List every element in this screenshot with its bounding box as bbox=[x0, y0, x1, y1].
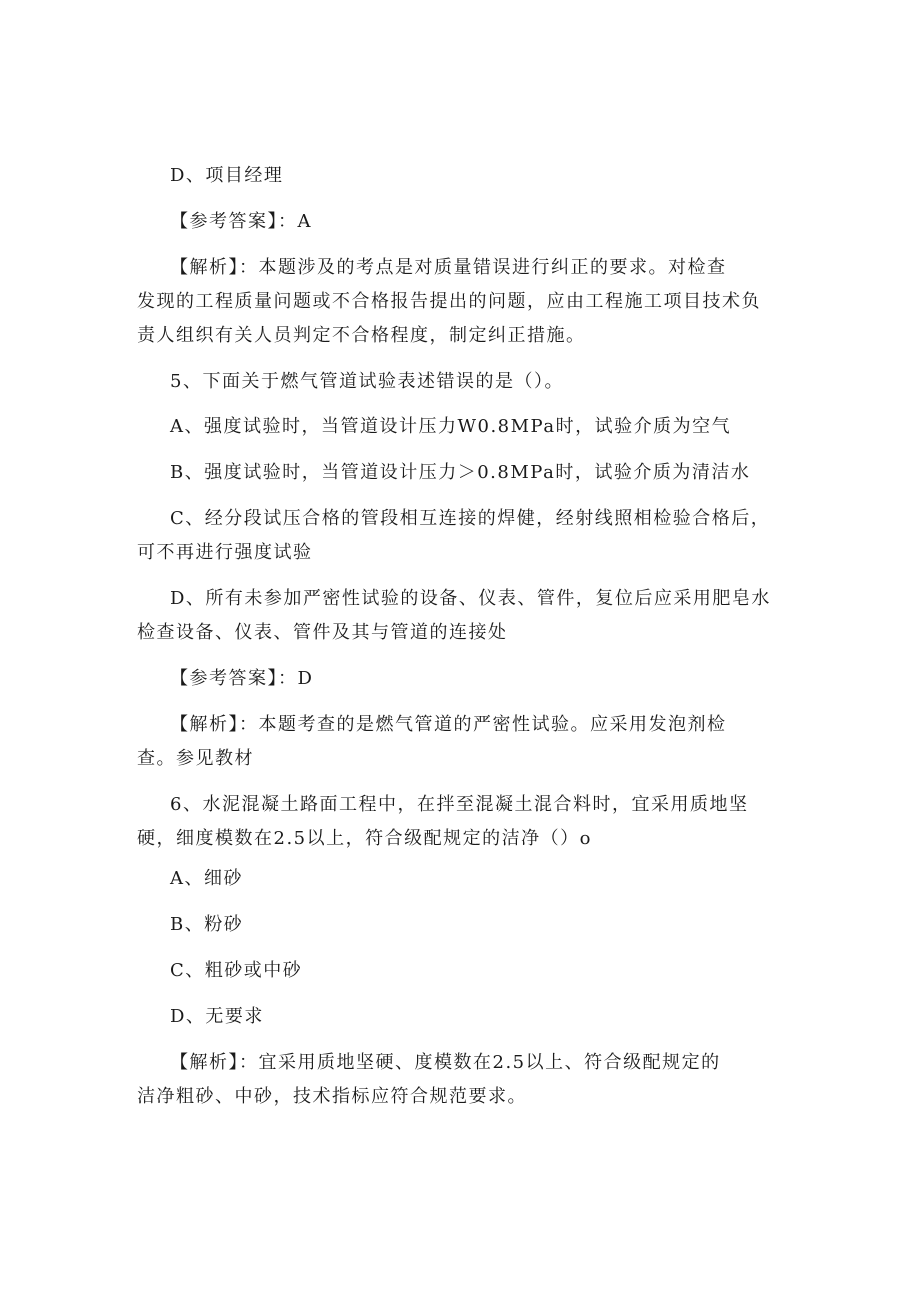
q5-option-a: A、强度试验时，当管道设计压力W0.8MPa时，试验介质为空气 bbox=[170, 416, 732, 437]
answer-label: 【参考答案】 bbox=[170, 211, 278, 232]
q5-answer bbox=[170, 662, 820, 696]
q5-option-d-line2: 检查设备、仪表、管件及其与管道的连接处 bbox=[137, 622, 508, 643]
q5-analysis-line2: 查。参见教材 bbox=[137, 748, 254, 769]
q6-option-a: A、细砂 bbox=[170, 868, 243, 889]
analysis-label: 【解析】 bbox=[170, 1052, 239, 1073]
q6-analysis-line2: 洁净粗砂、中砂，技术指标应符合规范要求。 bbox=[137, 1086, 527, 1107]
answer-value: ：D bbox=[278, 668, 314, 689]
q4-option-d: D、项目经理 bbox=[170, 165, 284, 186]
q6-option-b: B、粉砂 bbox=[170, 914, 244, 935]
answer-value: ：A bbox=[278, 211, 312, 232]
analysis-text: ：本题考查的是燃气管道的严密性试验。应采用发泡剂检 bbox=[239, 714, 727, 735]
q5-question: 5、下面关于燃气管道试验表述错误的是（）。 bbox=[170, 371, 564, 392]
q5-option-d-line1: D、所有未参加严密性试验的设备、仪表、管件，复位后应采用肥皂水 bbox=[170, 588, 771, 609]
q5-option-c-line2: 可不再进行强度试验 bbox=[137, 542, 313, 563]
q5-analysis-line1 bbox=[170, 708, 820, 742]
answer-label: 【参考答案】 bbox=[170, 668, 278, 689]
q5-option-c-line1: C、经分段试压合格的管段相互连接的焊健，经射线照相检验合格后， bbox=[170, 508, 771, 529]
q6-question-line2: 硬，细度模数在2.5以上，符合级配规定的洁净（）o bbox=[137, 828, 592, 849]
q6-option-c: C、粗砂或中砂 bbox=[170, 960, 303, 981]
analysis-text: ：宜采用质地坚硬、度模数在2.5以上、符合级配规定的 bbox=[239, 1052, 721, 1073]
analysis-label: 【解析】 bbox=[170, 714, 239, 735]
q6-question-line1: 6、水泥混凝土路面工程中，在拌至混凝土混合料时，宜采用质地坚 bbox=[170, 794, 749, 815]
q6-analysis-line1 bbox=[170, 1046, 820, 1080]
q6-option-d: D、无要求 bbox=[170, 1006, 264, 1027]
q4-answer bbox=[170, 205, 820, 239]
analysis-text: ：本题涉及的考点是对质量错误进行纠正的要求。对检查 bbox=[239, 257, 727, 278]
analysis-label: 【解析】 bbox=[170, 257, 239, 278]
q5-option-b: B、强度试验时，当管道设计压力＞0.8MPa时，试验介质为清洁水 bbox=[170, 462, 751, 483]
q4-analysis-line2: 发现的工程质量问题或不合格报告提出的问题，应由工程施工项目技术负 bbox=[137, 291, 761, 312]
q4-analysis-line1 bbox=[170, 251, 820, 285]
q4-analysis-line3: 责人组织有关人员判定不合格程度，制定纠正措施。 bbox=[137, 325, 586, 346]
